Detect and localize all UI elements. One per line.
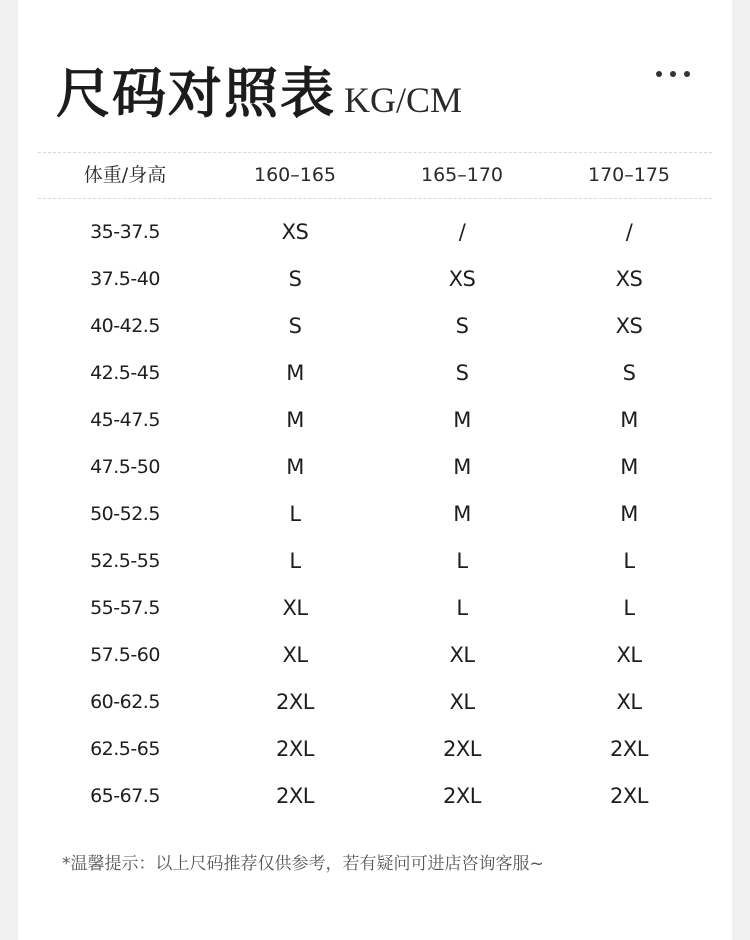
header-height-170-175: 170–175 (587, 164, 671, 186)
tip-note: *温馨提示：以上尺码推荐仅供参考，若有疑问可进店咨询客服~ (62, 854, 544, 874)
size-cell: L (289, 549, 301, 573)
weight-cell: 37.5-40 (90, 268, 160, 290)
size-cell: XS (615, 314, 643, 338)
table-row (18, 632, 732, 679)
size-cell: XS (448, 267, 476, 291)
dot (684, 71, 690, 77)
weight-cell: 45-47.5 (90, 409, 160, 431)
weight-cell: 55-57.5 (90, 597, 160, 619)
table-row (18, 350, 732, 397)
size-cell: 2XL (276, 784, 314, 808)
weight-cell: 40-42.5 (90, 315, 160, 337)
size-cell: M (620, 408, 638, 432)
header-weight-height: 体重/身高 (83, 164, 167, 186)
size-cell: M (286, 408, 304, 432)
size-cell: S (288, 267, 302, 291)
size-cell: M (453, 502, 471, 526)
size-cell: 2XL (443, 784, 481, 808)
size-cell: S (455, 314, 469, 338)
size-cell: L (623, 596, 635, 620)
weight-cell: 42.5-45 (90, 362, 160, 384)
table-row (18, 209, 732, 256)
weight-cell: 47.5-50 (90, 456, 160, 478)
size-cell: / (625, 220, 633, 244)
more-dots-icon[interactable] (656, 68, 690, 80)
size-cell: / (458, 220, 466, 244)
size-cell: 2XL (610, 784, 648, 808)
size-cell: 2XL (443, 737, 481, 761)
page-title: 尺码对照表 (56, 62, 336, 125)
header-height-165-170: 165–170 (420, 164, 504, 186)
size-cell: 2XL (276, 737, 314, 761)
size-cell: S (455, 361, 469, 385)
size-cell: L (456, 549, 468, 573)
weight-cell: 60-62.5 (90, 691, 160, 713)
table-row (18, 585, 732, 632)
weight-cell: 65-67.5 (90, 785, 160, 807)
table-row (18, 538, 732, 585)
size-cell: M (286, 361, 304, 385)
table-row (18, 773, 732, 820)
table-row (18, 303, 732, 350)
size-cell: XL (449, 690, 475, 714)
dot (670, 71, 676, 77)
size-cell: L (623, 549, 635, 573)
size-cell: XS (615, 267, 643, 291)
dot (656, 71, 662, 77)
size-cell: L (289, 502, 301, 526)
weight-cell: 50-52.5 (90, 503, 160, 525)
table-row (18, 397, 732, 444)
header-bottom-divider (38, 198, 712, 199)
title-row (56, 62, 462, 126)
size-cell: S (622, 361, 636, 385)
size-cell: XS (281, 220, 309, 244)
unit-label: KG/CM (344, 80, 463, 120)
table-header (18, 153, 732, 198)
size-cell: XL (616, 690, 642, 714)
weight-cell: 57.5-60 (90, 644, 160, 666)
size-cell: L (456, 596, 468, 620)
table-row (18, 491, 732, 538)
weight-cell: 62.5-65 (90, 738, 160, 760)
size-cell: XL (282, 643, 308, 667)
table-row (18, 256, 732, 303)
table-row (18, 444, 732, 491)
size-chart-card (18, 0, 732, 940)
size-cell: XL (282, 596, 308, 620)
weight-cell: 35-37.5 (90, 221, 160, 243)
size-cell: M (453, 455, 471, 479)
weight-cell: 52.5-55 (90, 550, 160, 572)
header-height-160-165: 160–165 (253, 164, 337, 186)
table-row (18, 679, 732, 726)
size-cell: M (620, 502, 638, 526)
table-row (18, 726, 732, 773)
size-cell: XL (449, 643, 475, 667)
size-cell: 2XL (610, 737, 648, 761)
size-cell: M (620, 455, 638, 479)
size-cell: S (288, 314, 302, 338)
size-cell: M (453, 408, 471, 432)
size-cell: M (286, 455, 304, 479)
table-body (18, 209, 732, 820)
size-cell: XL (616, 643, 642, 667)
size-cell: 2XL (276, 690, 314, 714)
